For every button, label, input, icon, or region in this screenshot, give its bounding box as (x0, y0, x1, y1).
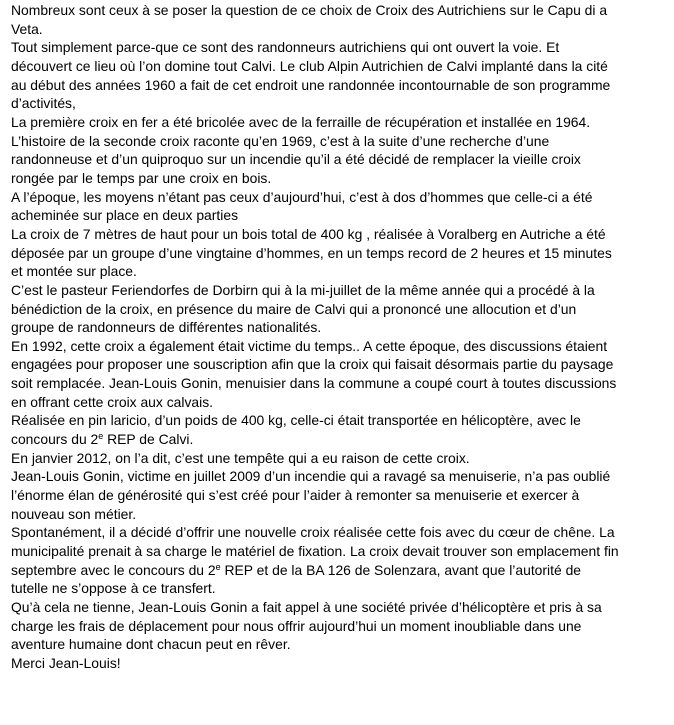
text-line: randonneuse et d’un quiproquo sur un incendie qu’il a été décidé de remplacer la vieille croix (11, 151, 581, 168)
text-line: en offrant cette croix aux calvais. (11, 393, 214, 410)
text-line: Veta. (11, 20, 43, 37)
text-line: déposée par un groupe d’une vingtaine d’hommes, en un temps record de 2 heures et 15 minutes (11, 244, 612, 261)
paragraph (11, 1, 660, 38)
text-line: nouveau son métier. (11, 505, 137, 522)
text-line: Spontanément, il a décidé d’offrir une nouvelle croix réalisée cette fois avec du cœur de chêne. La (11, 524, 615, 541)
text-line: soit remplacée. Jean-Louis Gonin, menuisier dans la commune a coupé court à toutes discussions (11, 375, 617, 392)
text-line: Nombreux sont ceux à se poser la question de ce choix de Croix des Autrichiens sur le Capu di a (11, 2, 608, 18)
paragraph (11, 225, 660, 281)
text-line: L’histoire de la seconde croix raconte qu’en 1969, c’est à la suite d’une recherche d’une (11, 132, 550, 149)
text-line: groupe de randonneurs de différentes nationalités. (11, 319, 322, 336)
text-line: bénédiction de la croix, en présence du maire de Calvi qui a prononcé une allocution et d’un (11, 300, 577, 317)
text-line: engagées pour proposer une souscription afin que la croix qui faisait désormais partie du paysage (11, 356, 614, 373)
text-line: d’activités, (11, 95, 76, 112)
paragraph (11, 598, 660, 654)
text-line: La croix de 7 mètres de haut pour un bois total de 400 kg , réalisée à Voralberg en Autriche a été (11, 225, 606, 242)
text-segment: concours du 2 (11, 431, 99, 448)
text-line: l’énorme élan de générosité qui s’est créé pour l’aider à remonter sa menuiserie et exercer à (11, 487, 580, 504)
text-line: tutelle ne s’oppose à ce transfert. (11, 580, 216, 597)
text-line: aventure humaine dont chacun peut en rêver. (11, 636, 291, 653)
text-line: A l’époque, les moyens n’étant pas ceux d’aujourd’hui, c’est à dos d’hommes que celle-ci a été (11, 188, 593, 205)
paragraph (11, 113, 660, 132)
paragraph (11, 38, 660, 113)
text-line: et montée sur place. (11, 263, 137, 280)
paragraph (11, 449, 660, 468)
paragraph (11, 337, 660, 412)
text-line: charge les frais de déplacement pour nous offrir aujourd’hui un moment inoubliable dans une (11, 617, 582, 634)
text-line: En janvier 2012, on l’a dit, c’est une tempête qui a eu raison de cette croix. (11, 449, 470, 466)
text-line: La première croix en fer a été bricolée avec de la ferraille de récupération et installée en 1964. (11, 113, 591, 130)
paragraph (11, 467, 660, 523)
ordinal-superscript: e (98, 431, 104, 442)
text-line: Tout simplement parce-que ce sont des randonneurs autrichiens qui ont ouvert la voie. Et (11, 39, 560, 56)
text-line: rongée par le temps par une croix en bois. (11, 169, 272, 186)
paragraph (11, 281, 660, 337)
text-line-with-superscript (11, 562, 581, 578)
text-line: En 1992, cette croix a également était victime du temps.. A cette époque, des discussions étaient (11, 337, 608, 354)
text-line: Réalisée en pin laricio, d’un poids de 400 kg, celle-ci était transportée en hélicoptère, avec le (11, 412, 581, 429)
paragraph (11, 411, 660, 448)
text-line: municipalité prenait à sa charge le matériel de fixation. La croix devait trouver son emplacement fin (11, 543, 619, 560)
text-segment: REP et de la BA 126 de Solenzara, avant que l’autorité de (220, 561, 582, 578)
text-line-with-superscript (11, 431, 193, 447)
paragraph (11, 188, 660, 225)
ordinal-superscript: e (215, 561, 221, 572)
text-line: au début des années 1960 a fait de cet endroit une randonnée incontournable de son programme (11, 76, 611, 93)
text-line: C’est le pasteur Feriendorfes de Dorbirn qui à la mi-juillet de la même année qui a procédé à la (11, 281, 595, 298)
paragraph (11, 654, 660, 673)
text-line: Merci Jean-Louis! (11, 654, 121, 671)
text-segment: septembre avec le concours du 2 (11, 561, 216, 578)
text-line: découvert ce lieu où l’on domine tout Calvi. Le club Alpin Autrichien de Calvi implanté dans la cité (11, 57, 608, 74)
paragraph (11, 523, 660, 598)
text-line: Jean-Louis Gonin, victime en juillet 2009 d’un incendie qui a ravagé sa menuiserie, n’a pas oublié (11, 468, 611, 485)
paragraph (11, 132, 660, 188)
text-line: acheminée sur place en deux parties (11, 207, 239, 224)
text-segment: REP de Calvi. (103, 431, 194, 448)
text-line: Qu’à cela ne tienne, Jean-Louis Gonin a fait appel à une société privée d’hélicoptère et pris à sa (11, 599, 602, 615)
